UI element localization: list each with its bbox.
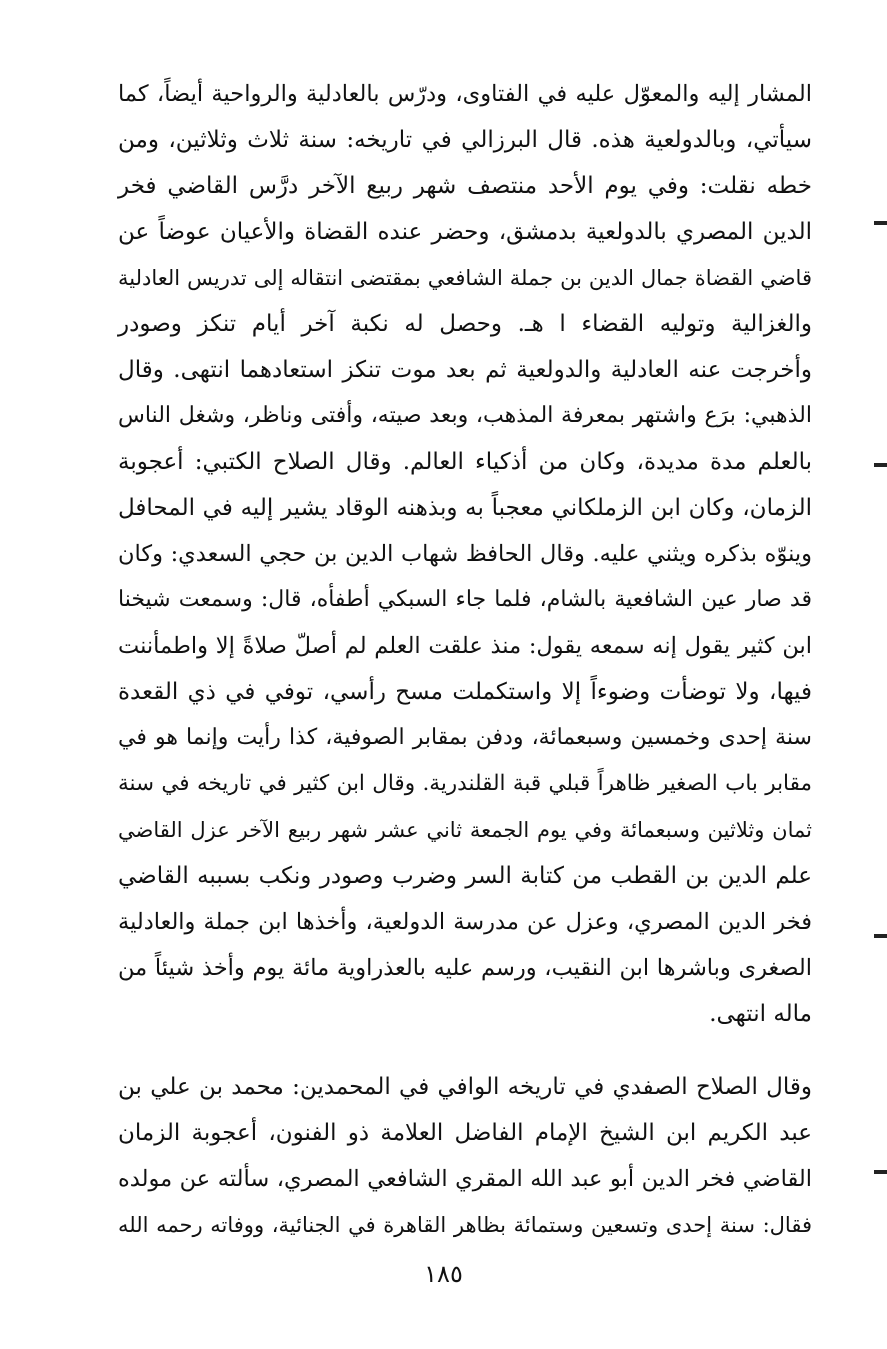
text-line: وينوّه بذكره ويثني عليه. وقال الحافظ شهاب الدين بن حجي السعدي: وكان bbox=[118, 541, 812, 567]
text-line: علم الدين بن القطب من كتابة السر وضرب وصودر ونكب بسببه القاضي bbox=[118, 863, 812, 889]
text-line: قد صار عين الشافعية بالشام، فلما جاء السبكي أطفأه، قال: وسمعت شيخنا bbox=[118, 587, 812, 612]
paragraph-1 bbox=[118, 71, 812, 1037]
text-line: الصغرى وباشرها ابن النقيب، ورسم عليه بالعذراوية مائة يوم وأخذ شيئاً من bbox=[118, 955, 812, 981]
page-number: ١٨٥ bbox=[424, 1260, 463, 1288]
text-line: عبد الكريم ابن الشيخ الإمام الفاضل العلامة ذو الفنون، أعجوبة الزمان bbox=[118, 1120, 812, 1146]
text-line: قاضي القضاة جمال الدين بن جملة الشافعي بمقتضى انتقاله إلى تدريس العادلية bbox=[118, 266, 812, 290]
text-line: ابن كثير يقول إنه سمعه يقول: منذ علقت العلم لم أصلّ صلاةً إلا واطمأننت bbox=[118, 633, 812, 659]
text-line: وأخرجت عنه العادلية والدولعية ثم بعد موت تنكز استعادهما انتهى. وقال bbox=[118, 357, 812, 383]
text-line: خطه نقلت: وفي يوم الأحد منتصف شهر ربيع الآخر درَّس القاضي فخر bbox=[118, 173, 812, 199]
margin-mark bbox=[874, 463, 887, 467]
paragraph-2 bbox=[118, 1064, 812, 1248]
text-line: فقال: سنة إحدى وتسعين وستمائة بظاهر القاهرة في الجنائية، ووفاته رحمه الله bbox=[118, 1213, 812, 1237]
text-line: سيأتي، وبالدولعية هذه. قال البرزالي في تاريخه: سنة ثلاث وثلاثين، ومن bbox=[118, 127, 812, 153]
text-line: والغزالية وتوليه القضاء ا هـ. وحصل له نكبة آخر أيام تنكز وصودر bbox=[118, 311, 812, 337]
text-line: الزمان، وكان ابن الزملكاني معجباً به وبذهنه الوقاد يشير إليه في المحافل bbox=[118, 495, 812, 521]
text-line: بالعلم مدة مديدة، وكان من أذكياء العالم. وقال الصلاح الكتبي: أعجوبة bbox=[118, 449, 812, 475]
margin-mark bbox=[874, 221, 887, 225]
text-line: الذهبي: برَع واشتهر بمعرفة المذهب، وبعد صيته، وأفتى وناظر، وشغل الناس bbox=[118, 403, 812, 428]
text-line: ثمان وثلاثين وسبعمائة وفي يوم الجمعة ثاني عشر شهر ربيع الآخر عزل القاضي bbox=[118, 818, 812, 842]
text-line: سنة إحدى وخمسين وسبعمائة، ودفن بمقابر الصوفية، كذا رأيت وإنما هو في bbox=[118, 725, 812, 750]
margin-mark bbox=[874, 1170, 887, 1174]
margin-mark bbox=[874, 934, 887, 938]
text-line: القاضي فخر الدين أبو عبد الله المقري الشافعي المصري، سألته عن مولده bbox=[118, 1166, 812, 1192]
text-line: فخر الدين المصري، وعزل عن مدرسة الدولعية، وأخذها ابن جملة والعادلية bbox=[118, 909, 812, 935]
text-line: فيها، ولا توضأت وضوءاً إلا واستكملت مسح رأسي، توفي في ذي القعدة bbox=[118, 679, 812, 705]
text-line: وقال الصلاح الصفدي في تاريخه الوافي في المحمدين: محمد بن علي بن bbox=[118, 1074, 812, 1100]
text-line: الدين المصري بالدولعية بدمشق، وحضر عنده القضاة والأعيان عوضاً عن bbox=[118, 219, 812, 245]
text-line: مقابر باب الصغير ظاهراً قبلي قبة القلندرية. وقال ابن كثير في تاريخه في سنة bbox=[118, 771, 812, 796]
text-line: ماله انتهى. bbox=[709, 1001, 812, 1027]
text-line: المشار إليه والمعوّل عليه في الفتاوى، ودرّس بالعادلية والرواحية أيضاً، كما bbox=[118, 81, 812, 107]
